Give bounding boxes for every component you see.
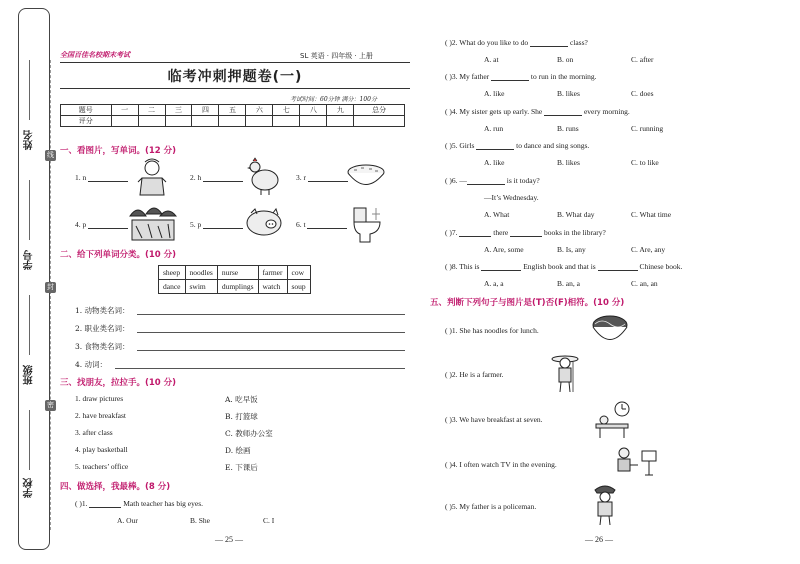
first-letter: p [197, 220, 202, 229]
hen-picture [243, 156, 283, 196]
score-table-header-row [61, 105, 405, 116]
first-letter: h [197, 173, 202, 182]
class-line [29, 295, 30, 355]
number-line [29, 180, 30, 240]
seal-mark: 密 [47, 401, 54, 409]
option[interactable]: C. What time [631, 210, 672, 219]
judge-item: ( )4. I often watch TV in the evening. [445, 460, 557, 469]
category-answer-line[interactable] [137, 350, 405, 351]
score-cell[interactable] [246, 116, 273, 127]
choice-question [445, 72, 597, 81]
answer-blank[interactable] [544, 115, 582, 116]
answer-blank[interactable] [88, 181, 128, 182]
table-cell: 题号 [61, 105, 112, 116]
option[interactable]: A. like [484, 89, 505, 98]
answer-blank[interactable] [467, 184, 505, 185]
choice-question [445, 228, 606, 237]
pig-picture [243, 206, 285, 238]
option[interactable]: C. an, an [631, 279, 658, 288]
option[interactable]: C. after [631, 55, 654, 64]
question-text: is it today? [504, 176, 540, 185]
word: soup [287, 280, 310, 294]
question-number: ( )1. [75, 499, 90, 508]
option[interactable]: B. on [557, 55, 574, 64]
question-text: to dance and sing songs. [514, 141, 590, 150]
question-text: every morning. [582, 107, 630, 116]
header-rule [60, 62, 410, 63]
option[interactable]: B. likes [557, 89, 580, 98]
score-cell[interactable] [300, 116, 327, 127]
option[interactable]: A. Are, some [484, 245, 524, 254]
option[interactable]: B. What day [557, 210, 595, 219]
question-text: English book and that is [521, 262, 598, 271]
option[interactable]: B. She [190, 516, 211, 525]
table-cell: 评分 [61, 116, 112, 127]
option[interactable]: C. running [631, 124, 664, 133]
match-left-item[interactable]: 5. teachers’ office [75, 462, 129, 471]
picture-word-item [190, 173, 243, 182]
question-text: ( )6. — [445, 176, 467, 185]
item-number: 1. [75, 173, 81, 182]
section2-title: 二、给下列单词分类。(10 分) [60, 250, 177, 260]
match-left-item[interactable]: 1. draw pictures [75, 394, 124, 403]
first-letter: n [82, 173, 87, 182]
score-cell[interactable] [273, 116, 300, 127]
first-letter: t [303, 220, 306, 229]
score-cell[interactable] [165, 116, 192, 127]
item-number: 6. [296, 220, 302, 229]
category-label: 3. 食物类名词： [75, 342, 130, 351]
option[interactable]: B. likes [557, 158, 580, 167]
match-right-item[interactable]: D. 绘画 [225, 446, 251, 455]
table-cell: 四 [192, 105, 219, 116]
question-text: books in the library? [542, 228, 606, 237]
picture-word-item [75, 220, 128, 229]
question-text: there [491, 228, 511, 237]
score-cell[interactable] [354, 116, 405, 127]
judge-item: ( )5. My father is a policeman. [445, 502, 537, 511]
policeman-picture [588, 482, 622, 526]
option[interactable]: A. a, a [484, 279, 504, 288]
word: dance [159, 280, 186, 294]
question-text: ( )2. What do you like to do [445, 38, 531, 47]
table-cell: 五 [219, 105, 246, 116]
seal-mark: 封 [47, 283, 54, 291]
noodles-picture [590, 314, 630, 346]
choice-question [445, 107, 630, 116]
answer-blank[interactable] [491, 80, 529, 81]
option[interactable]: C. Are, any [631, 245, 666, 254]
option[interactable]: A. at [484, 55, 499, 64]
question-text: ( )8. This is [445, 262, 482, 271]
table-cell: 三 [165, 105, 192, 116]
question-text: ( )5. Girls [445, 141, 477, 150]
judge-item: ( )2. He is a farmer. [445, 370, 504, 379]
option[interactable]: B. Is, any [557, 245, 586, 254]
picture-word-item [190, 220, 243, 229]
name-label: 姓名 [24, 130, 35, 150]
answer-blank[interactable] [308, 181, 348, 182]
first-letter: p [82, 220, 87, 229]
seal-mark: 线 [47, 151, 54, 159]
option[interactable]: B. an, a [557, 279, 580, 288]
answer-blank[interactable] [510, 236, 542, 237]
table-cell: 总分 [354, 105, 405, 116]
word-row [159, 280, 311, 294]
question-text: to run in the morning. [529, 72, 597, 81]
answer-blank[interactable] [203, 228, 243, 229]
answer-blank[interactable] [476, 149, 514, 150]
option[interactable]: B. runs [557, 124, 579, 133]
nurse-picture [130, 156, 174, 196]
page-number-left: — 25 — [215, 535, 243, 544]
category-answer-line[interactable] [137, 332, 405, 333]
category-label: 2. 职业类名词： [75, 324, 130, 333]
option[interactable]: A. like [484, 158, 505, 167]
answer-blank[interactable] [88, 228, 128, 229]
title-rule [60, 88, 410, 89]
score-table [60, 104, 405, 127]
park-picture [128, 202, 178, 242]
match-right-item[interactable]: E. 下课后 [225, 463, 258, 472]
name-line [29, 60, 30, 120]
school-label: 学校 [24, 478, 35, 498]
word-box [158, 265, 311, 294]
score-cell[interactable] [219, 116, 246, 127]
exam-meta: 考试时间：60分钟 满分：100分 [290, 96, 377, 103]
word: nurse [217, 266, 258, 280]
word: sheep [159, 266, 186, 280]
answer-blank[interactable] [598, 270, 638, 271]
choice-question [75, 499, 203, 508]
section1-title: 一、看图片，写单词。(12 分) [60, 146, 177, 156]
picture-word-item [296, 173, 348, 182]
dialogue-answer: —It’s Wednesday. [484, 193, 539, 202]
answer-blank[interactable] [459, 236, 491, 237]
choice-question [445, 176, 540, 185]
section3-title: 三、找朋友，拉拉手。(10 分) [60, 378, 177, 388]
page-number-right: — 26 — [585, 535, 613, 544]
first-letter: r [303, 173, 306, 182]
toilet-picture [350, 204, 386, 244]
judge-item: ( )1. She has noodles for lunch. [445, 326, 539, 335]
binding-strip [18, 8, 50, 550]
question-text: ( )4. My sister gets up early. She [445, 107, 545, 116]
section4-title: 四、做选择，我最棒。(8 分) [60, 482, 171, 492]
paper-title: 临考冲刺押题卷(一) [167, 69, 303, 85]
school-line [29, 410, 30, 470]
table-cell: 六 [246, 105, 273, 116]
match-left-item[interactable]: 2. have breakfast [75, 411, 127, 420]
section5-title: 五、判断下列句子与图片是(T)否(F)相符。(10 分) [430, 298, 625, 308]
series-banner: 全国百佳名校期末考试 [60, 50, 130, 59]
question-text: Math teacher has big eyes. [121, 499, 204, 508]
category-label: 4. 动词： [75, 360, 108, 369]
judge-item: ( )3. We have breakfast at seven. [445, 415, 543, 424]
item-number: 3. [296, 173, 302, 182]
score-cell[interactable] [138, 116, 165, 127]
breakfast-clock-picture [592, 400, 632, 440]
item-number: 4. [75, 220, 81, 229]
cut-line [50, 60, 51, 530]
score-table-score-row [61, 116, 405, 127]
question-text: ( )7. [445, 228, 460, 237]
category-answer-line[interactable] [137, 314, 405, 315]
match-left-item[interactable]: 3. after class [75, 428, 113, 437]
table-cell: 七 [273, 105, 300, 116]
picture-word-item [75, 173, 128, 182]
class-label: 班级 [24, 365, 35, 385]
answer-blank[interactable] [481, 270, 521, 271]
option[interactable]: C. I [263, 516, 275, 525]
question-text: Chinese book. [637, 262, 683, 271]
option[interactable]: A. run [484, 124, 504, 133]
answer-blank[interactable] [307, 228, 347, 229]
match-left-item[interactable]: 4. play basketball [75, 445, 128, 454]
table-cell: 二 [138, 105, 165, 116]
picture-word-item [296, 220, 347, 229]
item-number: 2. [190, 173, 196, 182]
question-text: ( )3. My father [445, 72, 492, 81]
option[interactable]: A. What [484, 210, 510, 219]
word: farmer [258, 266, 287, 280]
student-number-label: 学号 [24, 250, 35, 270]
farmer-picture [548, 352, 582, 394]
table-cell: 一 [111, 105, 138, 116]
category-label: 1. 动物类名词： [75, 306, 130, 315]
table-cell: 八 [300, 105, 327, 116]
word: dumplings [217, 280, 258, 294]
answer-blank[interactable] [89, 507, 121, 508]
rice-bowl-picture [345, 162, 387, 192]
question-text: class? [568, 38, 588, 47]
option[interactable]: C. to like [631, 158, 659, 167]
word-row [159, 266, 311, 280]
answer-blank[interactable] [203, 181, 243, 182]
option[interactable]: C. does [631, 89, 654, 98]
answer-blank[interactable] [530, 46, 568, 47]
book-info: SL 英语 · 四年级 · 上册 [300, 52, 373, 60]
match-right-item[interactable]: A. 吃早饭 [225, 395, 258, 404]
match-right-item[interactable]: C. 教师办公室 [225, 429, 273, 438]
match-right-item[interactable]: B. 打篮球 [225, 412, 258, 421]
score-cell[interactable] [192, 116, 219, 127]
score-cell[interactable] [111, 116, 138, 127]
choice-question [445, 262, 682, 271]
word: watch [258, 280, 287, 294]
choice-question [445, 141, 589, 150]
option[interactable]: A. Our [117, 516, 138, 525]
word: cow [287, 266, 310, 280]
table-cell: 九 [327, 105, 354, 116]
category-answer-line[interactable] [115, 368, 405, 369]
choice-question [445, 38, 588, 47]
word: swim [185, 280, 217, 294]
word: noodles [185, 266, 217, 280]
score-cell[interactable] [327, 116, 354, 127]
item-number: 5. [190, 220, 196, 229]
tv-watching-picture [612, 445, 660, 479]
